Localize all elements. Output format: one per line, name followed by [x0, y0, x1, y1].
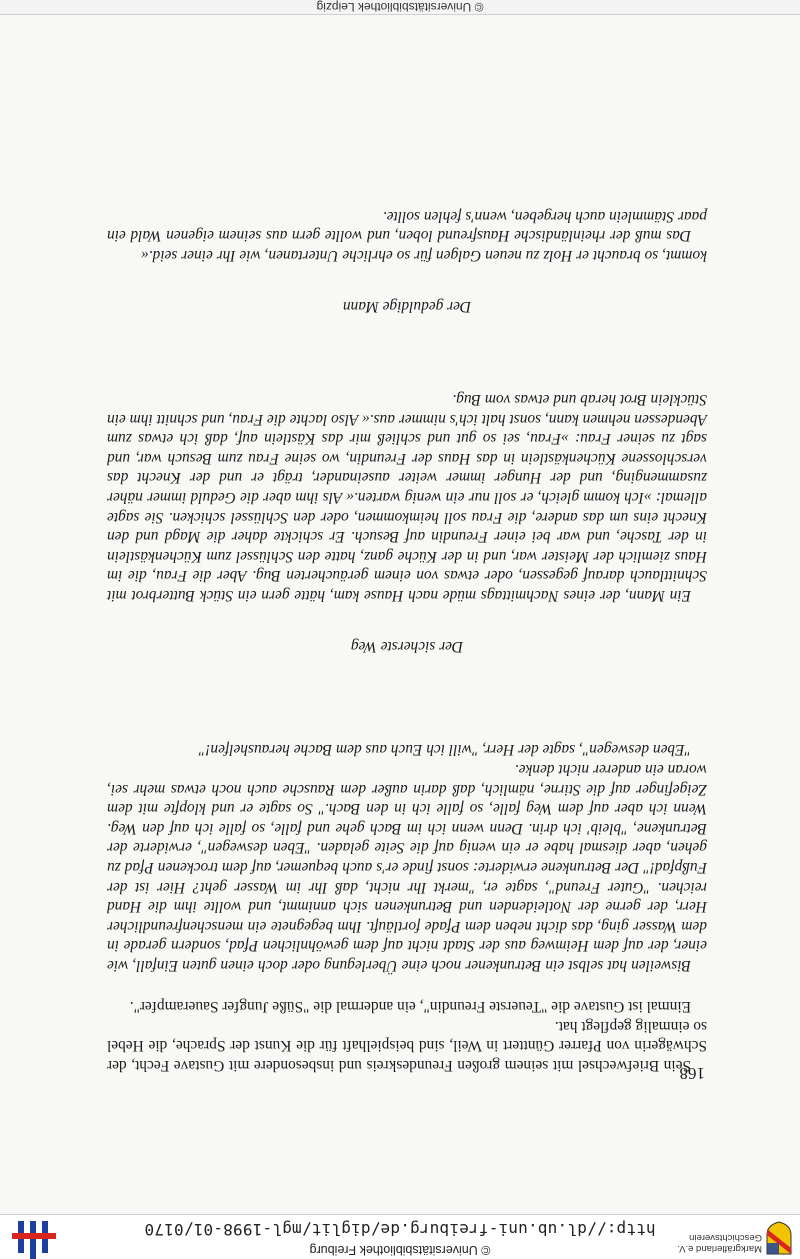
- heading-der-geduldige-mann: Der geduldige Mann: [342, 298, 472, 315]
- story-2-block: [107, 740, 707, 975]
- story-2-line: "Eben deswegen", sagte der Herr, "will ich Euch aus dem Bache heraushelfen!": [198, 741, 691, 759]
- closing-paragraph-1: Sein Briefwechsel mit seinem großen Freundeskreis und insbesondere mit Gustave Fecht, der Schwägerin von Pfarrer Günttert in Weil, sind beispielhaft für die Kunst der Sprache, die Hebel so einmalig gepflegt hat.: [107, 1017, 707, 1074]
- society-label: Markgräflerland e.V. Geschichtsverein: [677, 1232, 762, 1254]
- top-paragraph-2: Das muß der rheinländische Hausfreund loben, und wollte gern aus seinem eigenen Wald ein paar Stämmlein auch hergeben, wenn's fehlen sollte.: [107, 207, 707, 245]
- story-1-block: [107, 389, 707, 605]
- library-logo-icon: [10, 1219, 58, 1259]
- closing-paragraphs: [107, 997, 707, 1075]
- footer-credit: © Universitätsbibliothek Freiburg: [309, 1243, 491, 1257]
- top-paragraphs: [107, 206, 707, 265]
- top-paragraph-1: kommt, so braucht er Holz zu neuen Galgen für so ehrliche Untertanen, wie Ihr einer seid.«: [141, 247, 707, 264]
- heading-der-sicherste-weg: Der sicherste Weg: [350, 638, 464, 655]
- story-1-text: Ein Mann, der eines Nachmittags müde nach Hause kam, hätte gern ein Stück Butterbrot mit Schnittlauch darauf gegessen, oder etwas von einem geräucherten Bug. Aber die Frau, die im Haus ziemlich der Meister war, und in der Küche ganz, hatte den Schlüssel zum Küchenkästlein in der Tasche, und war bei einer Freundin auf Besuch. Er schickte daher die Magd und den Knecht eins um das andere, die Frau soll heimkommen, oder den Schlüssel schicken. Sie sagte allemal: »Ich komm gleich, er soll nur ein wenig warten.« Als ihm aber die Geduld immer näher zusammenging, und der Hunger immer weiter auseinander, trägt er und der Knecht das verschlossene Küchenkästlein in das Haus der Freundin, wo seine Frau zum Besuch war, und sagt zu seiner Frau: »Frau, sei so gut und schließ mir das Kästlein auf, daß ich etwas zum Abendessen nehmen kann, sonst halt ich's nimmer aus.« Also lachte die Frau, und schnitt ihm ein Stücklein Brot herab und etwas vom Bug.: [107, 391, 707, 604]
- permalink-url[interactable]: http://dl.ub.uni-freiburg.de/diglit/mgl-1998-01/0170: [144, 1220, 656, 1239]
- viewer-footer: [0, 1214, 800, 1259]
- story-2-text: Bisweilen hat selbst ein Betrunkener noch eine Überlegung oder doch einen guten Einfall, wie einer, der auf dem Heimweg aus der Stadt nicht auf dem gewöhnlichen Pfad, sondern gerade in dem Wasser ging, das dicht neben dem Pfade fortläuft. Ihm begegnete ein menschenfreundlicher Herr, der gerne der Notleidenden und Betrunkenen sich annimmt, und wollte ihm die Hand reichen. "Guter Freund", sagte er, "merkt Ihr nicht, daß Ihr im Wasser geht? Hier ist der Fußpfad!" Der Betrunkene erwiderte: sonst finde er's auch bequemer, auf dem trockenen Pfad zu gehen, aber diesmal habe er ein wenig auf die Seite geladen. "Eben deswegen", erwiderte der Betrunkene, "bleib' ich drin. Denn wenn ich im Bach gehe und falle, so falle ich auf den Weg. Wenn ich aber auf dem Weg falle, so falle ich in den Bach." So sagte er und klopfte mit dem Zeigefinger auf die Stirne, nämlich, daß darin außer dem Rausche auch noch etwas mehr sei, woran ein anderer nicht denke.: [107, 761, 707, 974]
- page-number: 168: [679, 1064, 705, 1083]
- viewer-header: [0, 0, 800, 15]
- closing-paragraph-2: Einmal ist Gustave die "Teuerste Freundin", ein andermal die "Süße Jungfer Sauerampfer".: [129, 998, 691, 1016]
- scanned-page: [0, 15, 800, 1215]
- header-credit: © Universitätsbibliothek Leipzig: [316, 0, 484, 14]
